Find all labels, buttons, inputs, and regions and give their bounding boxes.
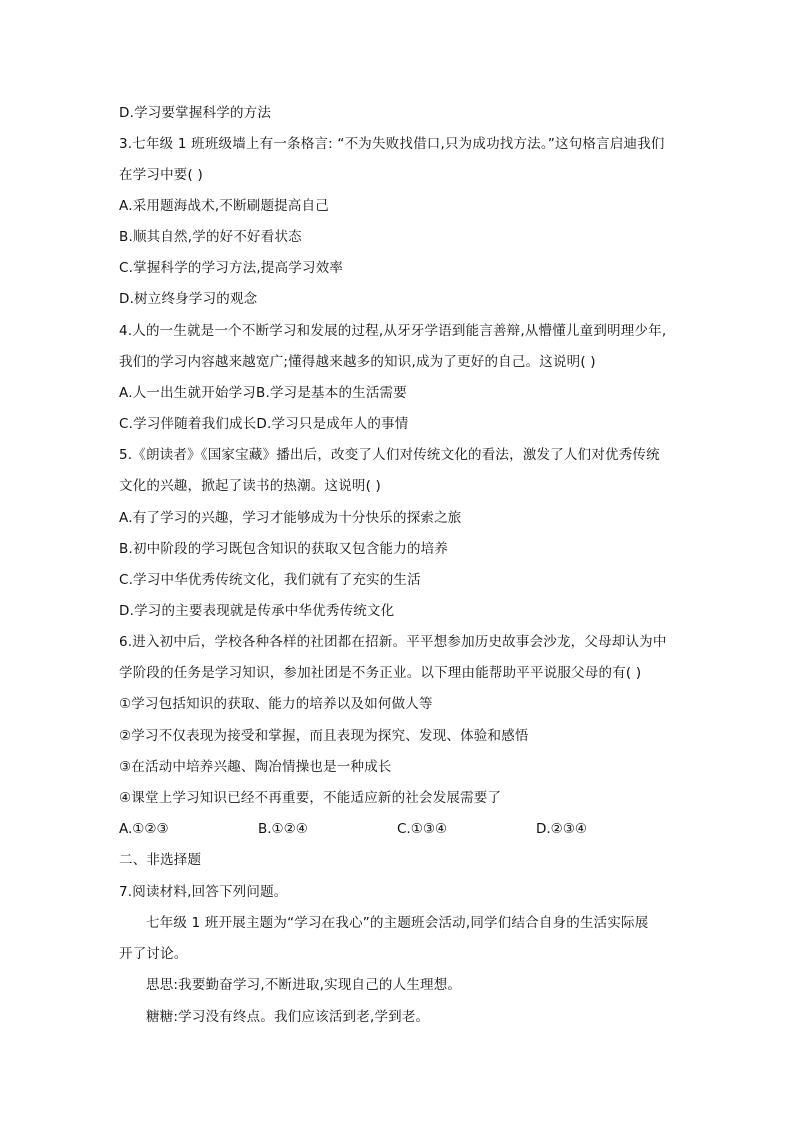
section-heading: 二、非选择题 [119,852,202,868]
q6-option-a: A.①②③ [119,821,169,837]
q6-item-3: ③在活动中培养兴趣、陶冶情操也是一种成长 [119,759,392,775]
q6-option-c: C.①③④ [397,821,448,837]
q3-option-b: B.顺其自然,学的好不好看状态 [119,229,302,245]
q6-stem-line1: 6.进入初中后，学校各种各样的社团都在招新。平平想参加历史故事会沙龙，父母却认为中 [119,634,667,650]
q5-option-d: D.学习的主要表现就是传承中华优秀传统文化 [119,603,395,619]
q3-stem-line1: 3.七年级 1 班班级墙上有一条格言: “不为失败找借口,只为成功找方法。”这句格言启迪我们 [119,136,665,152]
q7-sisi-statement: 思思:我要勤奋学习,不断进取,实现自己的人生理想。 [146,977,462,993]
q3-option-a: A.采用题海战术,不断刷题提高自己 [119,198,329,214]
q6-option-b: B.①②④ [258,821,308,837]
q5-stem-line1: 5.《朗读者》《国家宝藏》播出后，改变了人们对传统文化的看法，激发了人们对优秀传统 [119,447,660,463]
q3-stem-line2: 在学习中要( ) [119,167,203,183]
q6-item-2: ②学习不仅表现为接受和掌握，而且表现为探究、发现、体验和感悟 [119,728,529,744]
q5-option-c: C.学习中华优秀传统文化，我们就有了充实的生活 [119,572,421,588]
q6-item-4: ④课堂上学习知识已经不再重要，不能适应新的社会发展需要了 [119,790,502,806]
q7-material-line2: 开了讨论。 [119,946,188,962]
q3-option-d: D.树立终身学习的观念 [119,291,258,307]
q5-option-a: A.有了学习的兴趣，学习才能够成为十分快乐的探索之旅 [119,510,462,526]
q4-stem-line1: 4.人的一生就是一个不断学习和发展的过程,从牙牙学语到能言善辩,从懵懂儿童到明理少年, [119,323,667,339]
q7-title: 7.阅读材料,回答下列问题。 [119,884,288,900]
q4-stem-line2: 我们的学习内容越来越宽广;懂得越来越多的知识,成为了更好的自己。这说明( ) [119,354,596,370]
q6-item-1: ①学习包括知识的获取、能力的培养以及如何做人等 [119,696,433,712]
q4-options-cd: C.学习伴随着我们成长D.学习只是成年人的事情 [119,416,409,432]
q6-option-d: D.②③④ [536,821,587,837]
q5-option-b: B.初中阶段的学习既包含知识的获取又包含能力的培养 [119,541,449,557]
q6-stem-line2: 学阶段的任务是学习知识，参加社团是不务正业。以下理由能帮助平平说服父母的有( ) [119,665,642,681]
q2-option-d: D.学习要掌握科学的方法 [119,105,272,121]
q3-option-c: C.掌握科学的学习方法,提高学习效率 [119,260,344,276]
q7-tangtang-statement: 糖糖:学习没有终点。我们应该活到老,学到老。 [146,1009,430,1025]
q5-stem-line2: 文化的兴趣，掀起了读书的热潮。这说明( ) [119,478,382,494]
q4-options-ab: A.人一出生就开始学习B.学习是基本的生活需要 [119,385,407,401]
q7-material-line1: 七年级 1 班开展主题为“学习在我心”的主题班会活动,同学们结合自身的生活实际展 [146,915,649,931]
